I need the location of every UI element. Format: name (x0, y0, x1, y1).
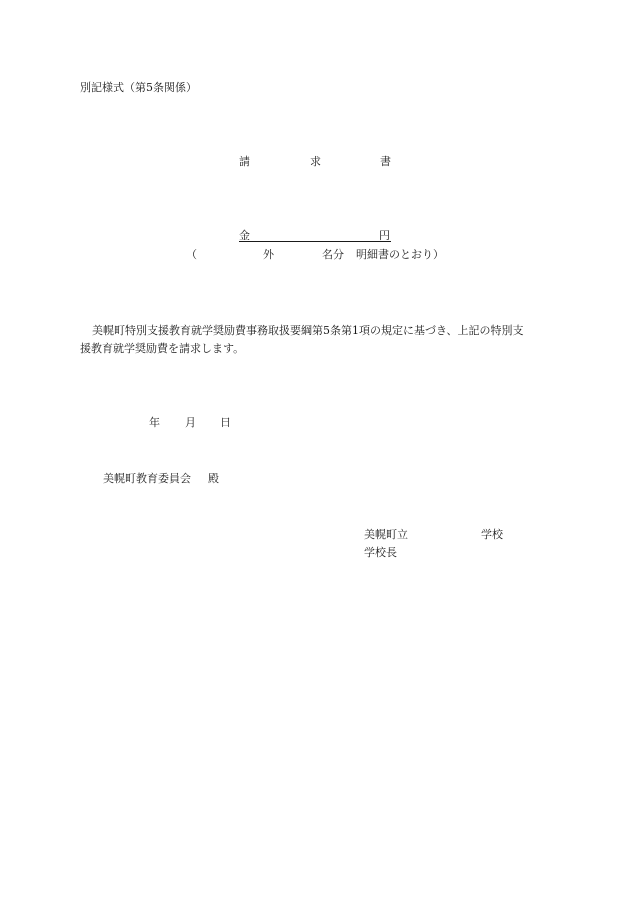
sender-school: 学校 (481, 528, 503, 541)
addressee-honorific: 殿 (208, 472, 219, 485)
amount-suffix: 円 (379, 229, 390, 242)
sender-town: 美幌町立 (364, 528, 408, 541)
title-char-3: 書 (380, 155, 391, 168)
date-year: 年 (149, 416, 160, 429)
sender-title: 学校長 (364, 546, 397, 559)
body-text-line-2: 援教育就学奨励費を請求します。 (80, 342, 245, 355)
detail-open-paren: （ (186, 248, 197, 261)
title-char-1: 請 (239, 155, 250, 168)
form-label: 別記様式（第5条関係） (80, 81, 197, 94)
title-char-2: 求 (310, 155, 321, 168)
date-month: 月 (185, 416, 196, 429)
detail-count: 名分 (322, 248, 344, 261)
amount-prefix: 金 (239, 229, 250, 242)
body-text-line-1: 美幌町特別支援教育就学奨励費事務取扱要綱第5条第1項の規定に基づき、上記の特別支 (92, 324, 524, 337)
amount-underline (239, 241, 391, 242)
addressee-name: 美幌町教育委員会 (103, 472, 191, 485)
detail-outside: 外 (263, 248, 274, 261)
detail-note: 明細書のとおり） (356, 248, 444, 261)
date-day: 日 (220, 416, 231, 429)
